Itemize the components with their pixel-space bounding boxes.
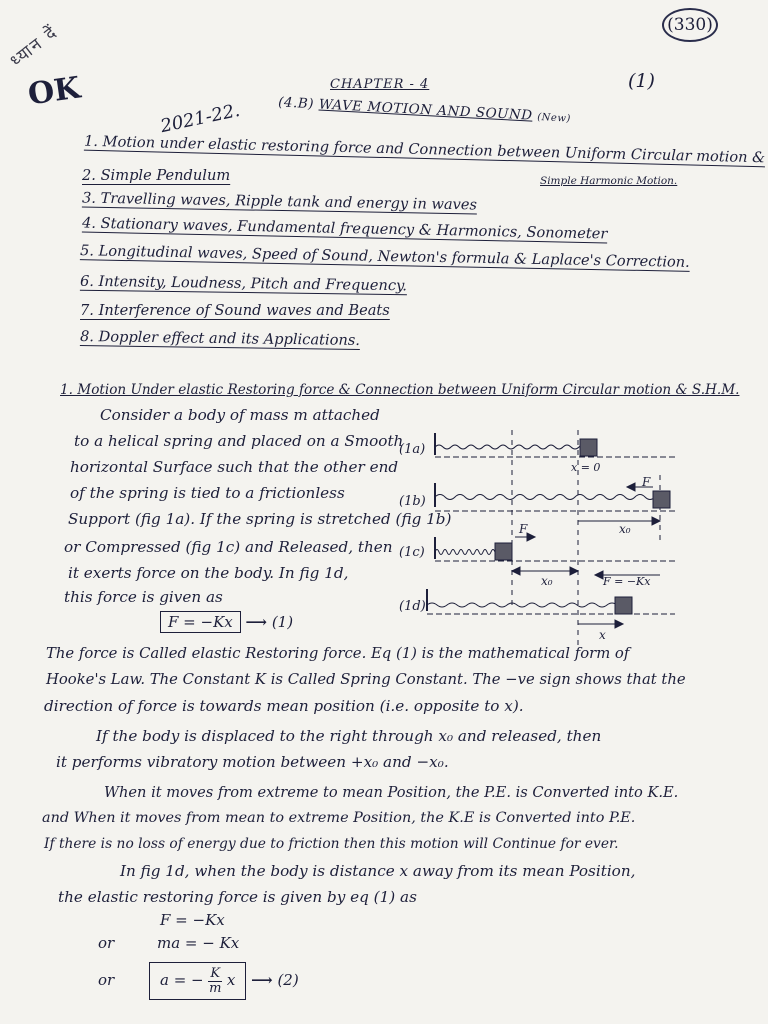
topic-item: 3. Travelling waves, Ripple tank and energy in waves [81,189,478,214]
body-line: the elastic restoring force is given by eq (1) as [58,888,417,906]
fig-label-1a: (1a) [399,442,426,457]
margin-scribble: ध्यान दें [6,22,62,72]
mass-block-1a [580,439,597,456]
intro-line: of the spring is tied to a frictionless [70,484,345,502]
body-line: In fig 1d, when the body is distance x away from its mean Position, [120,862,636,880]
title-text: WAVE MOTION AND SOUND [318,96,534,124]
topic-item: 2. Simple Pendulum [82,167,231,184]
derivation-or: or [98,934,115,952]
body-line: If there is no loss of energy due to friction then this motion will Continue for ever. [44,836,619,852]
intro-line: to a helical spring and placed on a Smooth [74,432,404,450]
intro-line: or Compressed (fig 1c) and Released, then [64,538,393,556]
derivation-expr: ma = − Kx [156,934,240,952]
page-number: (330) [662,8,718,42]
body-line: When it moves from extreme to mean Position, the P.E. is Converted into K.E. [104,784,679,801]
section-code: (4.B) [277,94,315,113]
mass-block-1d [615,597,632,614]
fraction-numerator: K [210,966,221,981]
equation-2-box [149,962,246,1000]
force-label-1c: F [519,522,528,536]
derivation-step-2 [98,934,239,952]
body-line: direction of force is towards mean position (i.e. opposite to x). [44,697,524,715]
chapter-label: CHAPTER - 4 [330,77,430,92]
derivation-step-1: F = −Kx [160,911,225,929]
section-heading: 1. Motion Under elastic Restoring force & Connection between Uniform Circular motion & S.H.M. [60,382,740,398]
spring-1b [435,495,655,500]
intro-line: this force is given as [64,588,223,606]
spring-1a [435,445,595,449]
x-label-1d: x [599,628,606,642]
equation-1-tag: (1) [271,613,294,631]
ok-stamp: OK [25,70,83,113]
topic-item-continuation: Simple Harmonic Motion. [540,175,678,187]
intro-line: it exerts force on the body. In fig 1d, [68,564,349,582]
topic-item: 4. Stationary waves, Fundamental frequency & Harmonics, Sonometer [81,214,608,243]
arrow-icon: ⟶ [245,613,268,631]
title-note: (New) [537,111,572,125]
k-over-m-fraction [208,967,222,995]
body-line: Hooke's Law. The Constant K is Called Spring Constant. The −ve sign shows that the [46,671,686,688]
topic-item: 7. Interference of Sound waves and Beats [80,302,390,319]
body-line: it performs vibratory motion between +x₀ and −x₀. [56,753,449,771]
equation-1-formula: F = −Kx [160,611,241,633]
topic-item: 5. Longitudinal waves, Speed of Sound, Newton's formula & Laplace's Correction. [79,242,690,271]
body-line: If the body is displaced to the right through x₀ and released, then [96,727,602,745]
spring-figure [395,425,685,650]
paper-number: (1) [628,70,655,92]
intro-line: Consider a body of mass m attached [100,406,380,424]
equation-1 [160,611,293,633]
equation-2-tag: (2) [277,971,299,990]
mass-block-1c [495,543,512,560]
year-label: 2021-22. [158,99,242,138]
derivation-step-3 [98,962,299,1000]
topic-item: 8. Doppler effect and its Applications. [79,328,361,349]
mass-block-1b [653,491,670,508]
equation-2-lhs: a = − [159,971,204,990]
fig-label-1b: (1b) [399,494,426,509]
topic-item: 1. Motion under elastic restoring force and Connection between Uniform Circular motion & [83,132,766,167]
x0-label-1c: x₀ [541,574,553,588]
intro-line: horizontal Surface such that the other end [70,458,399,476]
body-line: The force is Called elastic Restoring force. Eq (1) is the mathematical form of [46,645,630,662]
restoring-force-label: F = −Kx [603,575,651,588]
force-label-1b: F [642,475,651,489]
x0-label-1b: x₀ [619,522,631,536]
fig-label-1d: (1d) [399,599,426,614]
derivation-or: or [98,971,115,990]
x-eq-0-label: x = 0 [571,461,601,474]
topic-item: 6. Intensity, Loudness, Pitch and Frequency. [79,272,408,295]
chapter-title [278,94,571,125]
intro-line: Support (fig 1a). If the spring is stretched (fig 1b) [68,510,452,528]
spring-1d [427,603,617,607]
fig-label-1c: (1c) [399,545,425,560]
equation-2-x: x [226,971,236,990]
spring-1c [435,550,499,555]
arrow-icon: ⟶ [251,971,273,990]
body-line: and When it moves from mean to extreme Position, the K.E is Converted into P.E. [42,810,636,826]
fraction-denominator: m [209,980,222,996]
